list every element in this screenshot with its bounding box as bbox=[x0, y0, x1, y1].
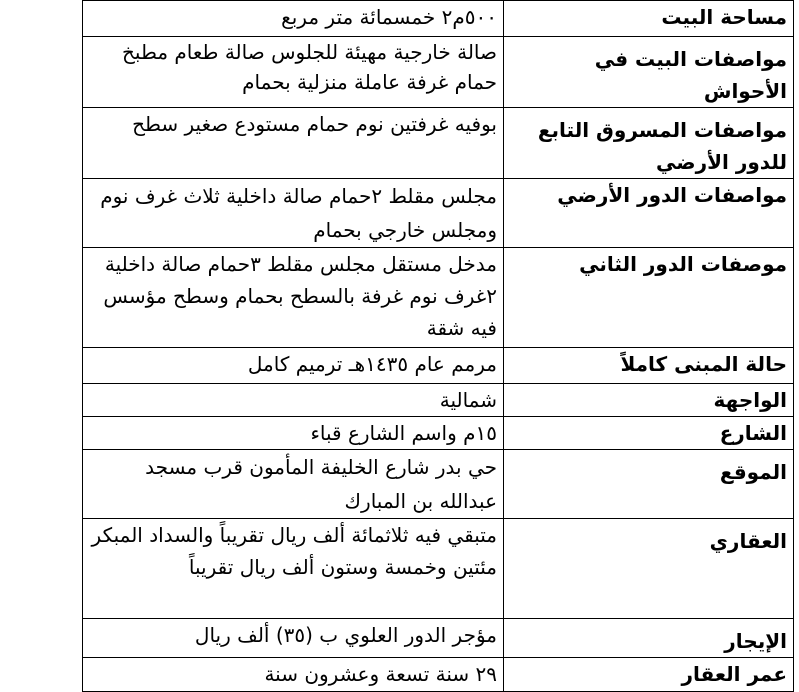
row-label-second-floor-specs: موصفات الدور الثاني bbox=[504, 248, 794, 348]
table-row bbox=[83, 384, 794, 417]
table-row bbox=[83, 248, 794, 348]
table-row bbox=[83, 658, 794, 692]
row-value-street: ١٥م واسم الشارع قباء bbox=[83, 417, 504, 450]
row-value-mortgage: متبقي فيه ثلاثمائة ألف ريال تقريباً والسداد المبكر مئتين وخمسة وستون ألف ريال تقريباً bbox=[83, 519, 504, 619]
row-value-second-floor-specs: مدخل مستقل مجلس مقلط ٣حمام صالة داخلية ٢غرف نوم غرفة بالسطح بحمام وسطح مؤسس فيه شقة bbox=[83, 248, 504, 348]
row-label-annex-specs: مواصفات المسروق التابع للدور الأرضي bbox=[504, 108, 794, 179]
table-row bbox=[83, 417, 794, 450]
table-row bbox=[83, 348, 794, 384]
row-value-building-condition: مرمم عام ١٤٣٥هـ ترميم كامل bbox=[83, 348, 504, 384]
row-value-rent: مؤجر الدور العلوي ب (٣٥) ألف ريال bbox=[83, 619, 504, 658]
table-row bbox=[83, 450, 794, 519]
table-row bbox=[83, 179, 794, 248]
row-value-location: حي بدر شارع الخليفة المأمون قرب مسجد عبدالله بن المبارك bbox=[83, 450, 504, 519]
row-value-facade: شمالية bbox=[83, 384, 504, 417]
row-label-ground-floor-specs: مواصفات الدور الأرضي bbox=[504, 179, 794, 248]
row-label-courtyard-specs: مواصفات البيت في الأحواش bbox=[504, 37, 794, 108]
row-value-house-area: ٥٠٠م٢ خمسمائة متر مربع bbox=[83, 1, 504, 37]
table-row bbox=[83, 619, 794, 658]
row-value-annex-specs: بوفيه غرفتين نوم حمام مستودع صغير سطح bbox=[83, 108, 504, 179]
row-label-property-age: عمر العقار bbox=[504, 658, 794, 692]
row-label-mortgage: العقاري bbox=[504, 519, 794, 619]
row-value-ground-floor-specs: مجلس مقلط ٢حمام صالة داخلية ثلاث غرف نوم ومجلس خارجي بحمام bbox=[83, 179, 504, 248]
row-label-rent: الإيجار bbox=[504, 619, 794, 658]
table-row bbox=[83, 519, 794, 619]
table-row bbox=[83, 37, 794, 108]
table-row bbox=[83, 108, 794, 179]
row-value-property-age: ٢٩ سنة تسعة وعشرون سنة bbox=[83, 658, 504, 692]
row-label-facade: الواجهة bbox=[504, 384, 794, 417]
row-label-location: الموقع bbox=[504, 450, 794, 519]
row-label-street: الشارع bbox=[504, 417, 794, 450]
property-details-table bbox=[82, 0, 794, 692]
row-label-building-condition: حالة المبنى كاملاً bbox=[504, 348, 794, 384]
row-label-house-area: مساحة البيت bbox=[504, 1, 794, 37]
table-row bbox=[83, 1, 794, 37]
row-value-courtyard-specs: صالة خارجية مهيئة للجلوس صالة طعام مطبخ حمام غرفة عاملة منزلية بحمام bbox=[83, 37, 504, 108]
